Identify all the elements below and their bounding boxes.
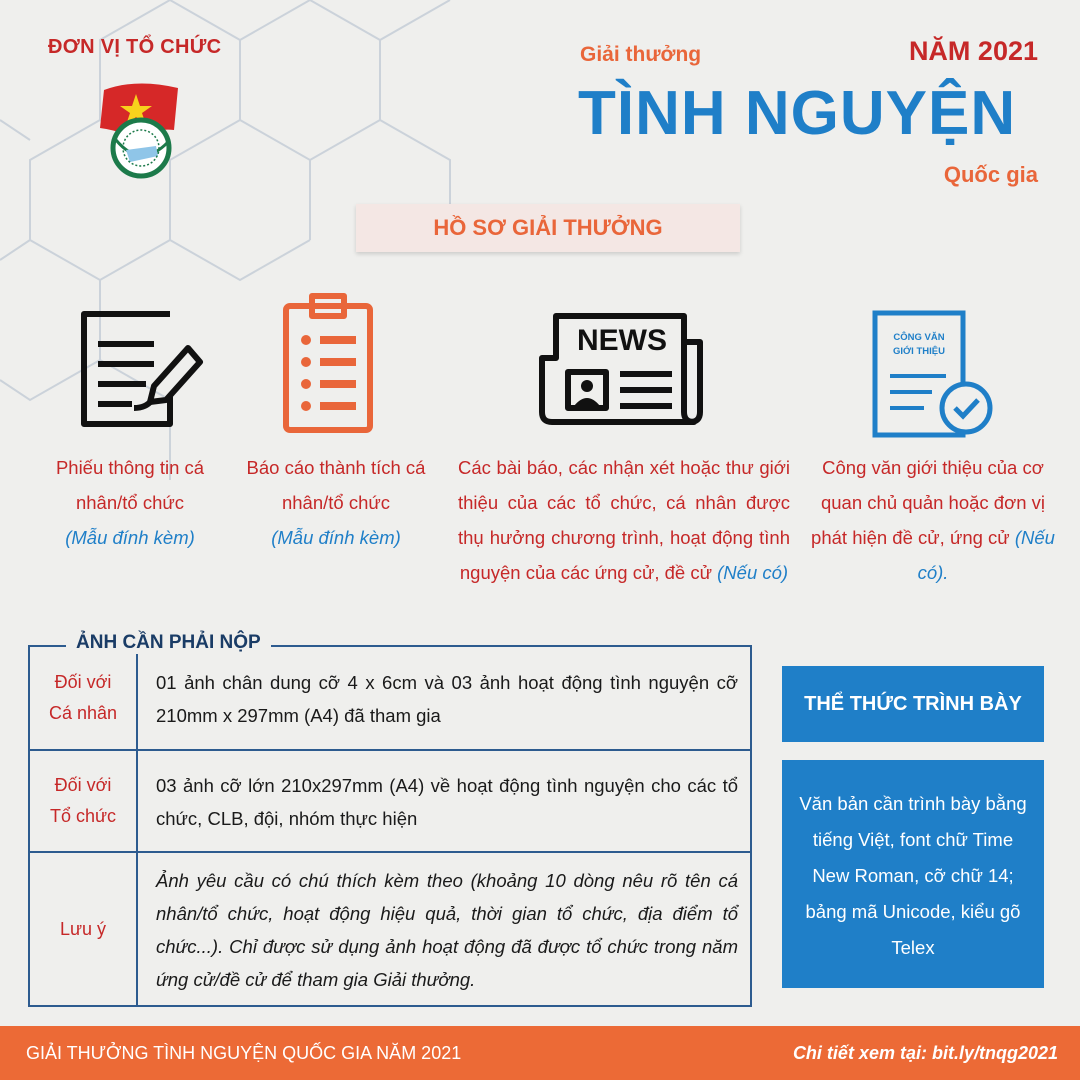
organizer-label: ĐƠN VỊ TỔ CHỨC [48, 36, 222, 58]
newspaper-icon-label: NEWS [577, 324, 667, 357]
award-prefix: Giải thưởng [580, 43, 702, 66]
writing-form-icon [76, 304, 208, 434]
document-3-description: Các bài báo, các nhận xét hoặc thư giới thiệu của các tổ chức, cá nhân được thụ hưởng chương trình, hoạt động tình nguyện của các ứng cử, đề cử [458, 457, 790, 583]
document-1-description: Phiếu thông tin cá nhân/tổ chức [55, 457, 205, 513]
format-body: Văn bản cần trình bày bằng tiếng Việt, font chữ Time New Roman, cỡ chữ 14; bảng mã Unicode, kiểu gõ Telex [782, 760, 1044, 988]
document-2-description: Báo cáo thành tích cá nhân/tổ chức [246, 457, 426, 513]
table-row [30, 647, 750, 751]
document-4-description: Công văn giới thiệu của cơ quan chủ quản hoặc đơn vị phát hiện đề cử, ứng cử [811, 457, 1046, 548]
award-year: NĂM 2021 [908, 36, 1038, 66]
row-label-line: Đối với [54, 775, 112, 795]
newspaper-icon [538, 312, 706, 426]
row-label [30, 853, 138, 1005]
award-scope: Quốc gia [943, 162, 1038, 187]
document-4-note: (Nếu có). [917, 527, 1055, 583]
row-label-line: Tổ chức [49, 806, 117, 826]
row-label [30, 647, 138, 749]
row-label-line: Cá nhân [48, 703, 118, 723]
footer-title: GIẢI THƯỞNG TÌNH NGUYỆN QUỐC GIA NĂM 2021 [26, 1042, 462, 1063]
clipboard-list-icon [282, 290, 374, 434]
table-row [30, 751, 750, 853]
row-label-line: Đối với [54, 672, 112, 692]
photo-requirements-table [28, 645, 752, 1007]
document-3-text [458, 450, 790, 590]
section-title: HỒ SƠ GIẢI THƯỞNG [356, 204, 740, 252]
document-2-text [238, 450, 434, 555]
footer-bar [0, 1026, 1080, 1080]
youth-union-logo [86, 70, 196, 180]
row-label [30, 751, 138, 851]
footer-link[interactable]: Chi tiết xem tại: bit.ly/tnqg2021 [792, 1042, 1058, 1063]
format-title: THỂ THỨC TRÌNH BÀY [782, 666, 1044, 742]
award-title: TÌNH NGUYỆN [578, 79, 1017, 148]
document-1-text [40, 450, 220, 555]
row-label-line: Lưu ý [59, 918, 107, 939]
document-3-note: (Nếu có) [717, 562, 789, 583]
photo-requirements-title: ẢNH CẦN PHẢI NỘP [66, 632, 271, 654]
letter-icon-label-2: GIỚI THIỆU [893, 346, 945, 357]
row-content: Ảnh yêu cầu có chú thích kèm theo (khoảng 10 dòng nêu rõ tên cá nhân/tổ chức, hoạt động hiệu quả, thời gian tổ chức, địa điểm tổ chức...). Chỉ được sử dụng ảnh hoạt động đã được tổ chức trong năm ứng cử/đề cử để tham gia Giải thưởng. [156, 870, 738, 990]
verified-letter-icon [872, 310, 996, 440]
document-4-text [808, 450, 1058, 590]
row-content: 03 ảnh cỡ lớn 210x297mm (A4) về hoạt động tình nguyện cho các tổ chức, CLB, đội, nhóm thực hiện [156, 775, 738, 829]
document-2-note: (Mẫu đính kèm) [271, 527, 401, 548]
row-content: 01 ảnh chân dung cỡ 4 x 6cm và 03 ảnh hoạt động tình nguyện cỡ 210mm x 297mm (A4) đã tham gia [156, 672, 738, 726]
table-row [30, 853, 750, 1005]
document-1-note: (Mẫu đính kèm) [65, 527, 195, 548]
letter-icon-label-1: CÔNG VĂN [893, 332, 945, 343]
